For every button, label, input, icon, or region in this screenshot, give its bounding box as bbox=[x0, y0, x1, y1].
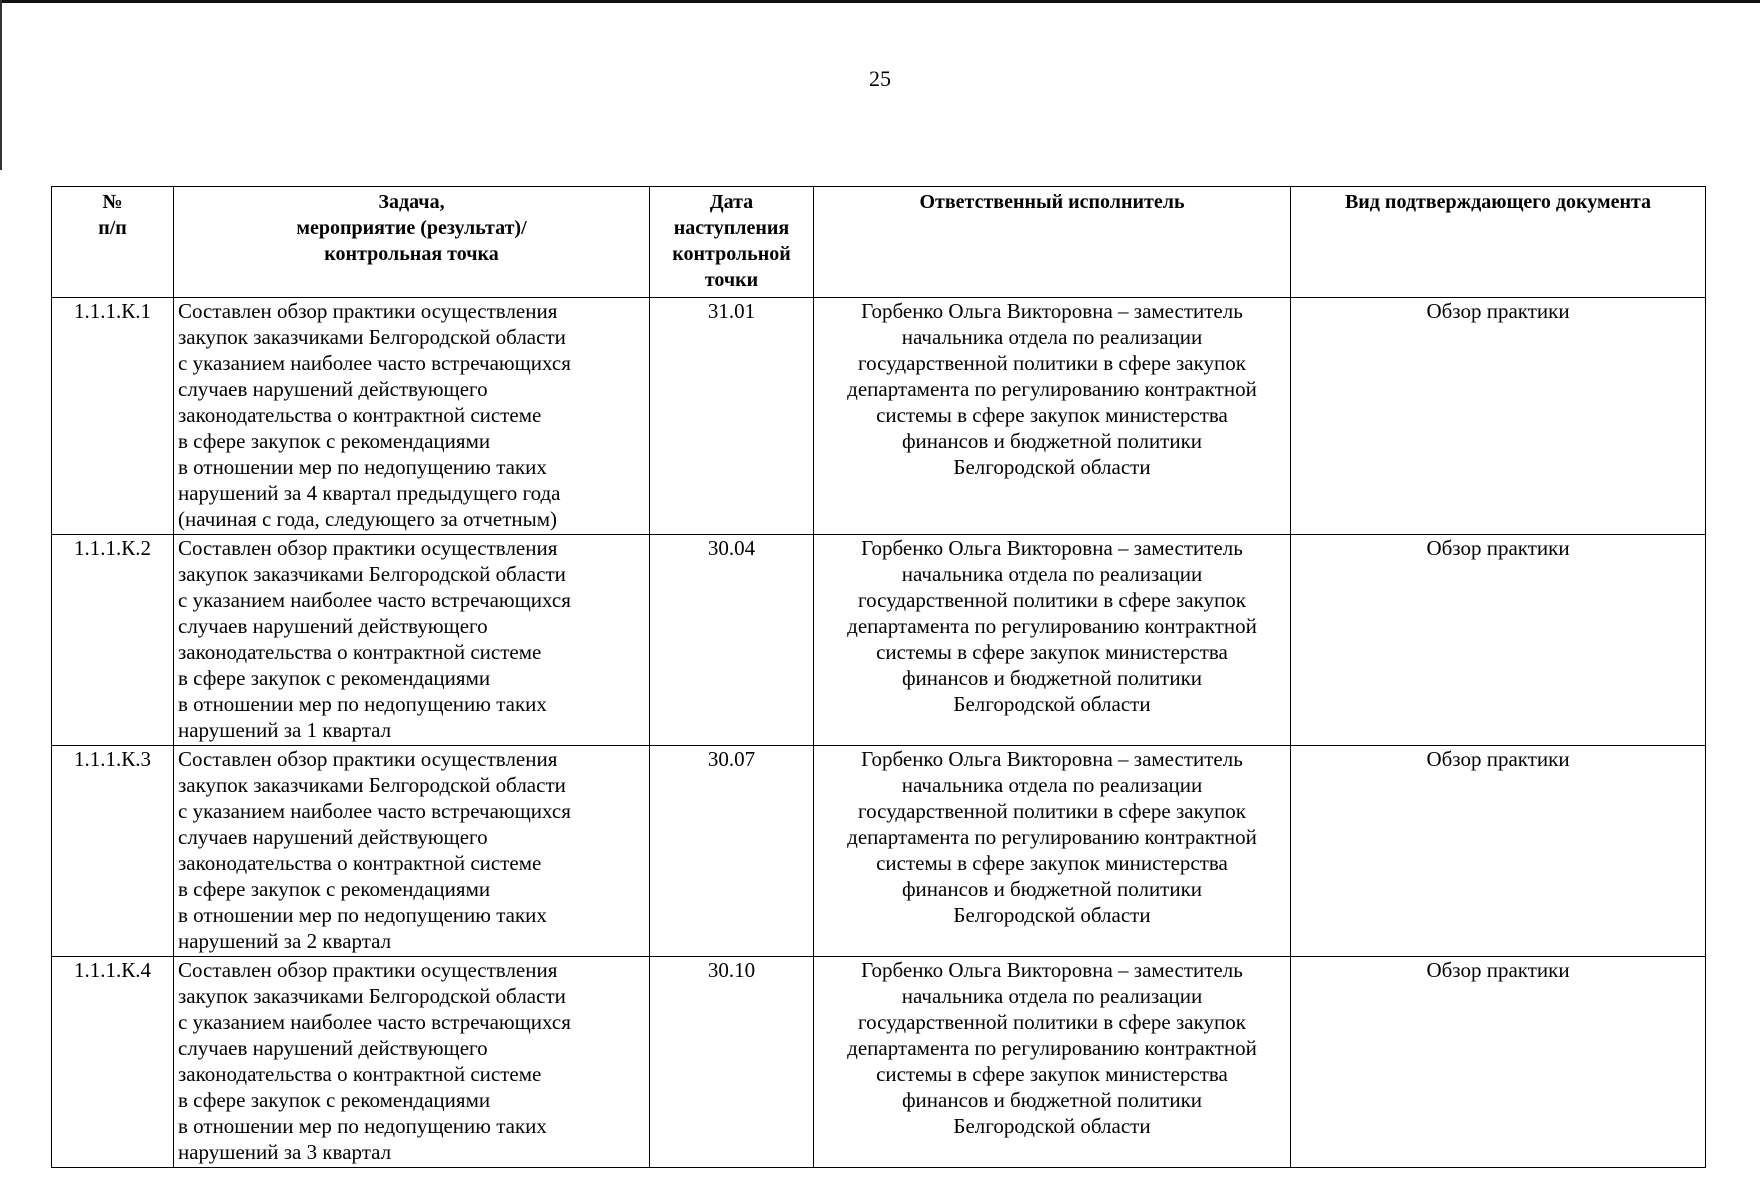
table-row bbox=[52, 298, 1706, 535]
row-responsible-text: Горбенко Ольга Викторовна – заместитель начальника отдела по реализации государственной политики в сфере закупок департамента по регулированию контрактной системы в сфере закупок министерства финансов и бюджетной политики Белгородской области bbox=[847, 958, 1257, 1138]
row-date: 30.10 bbox=[650, 957, 814, 1168]
row-task bbox=[174, 957, 650, 1168]
row-task bbox=[174, 746, 650, 957]
header-task-label: Задача, мероприятие (результат)/ контрольная точка bbox=[296, 191, 527, 265]
row-number: 1.1.1.К.2 bbox=[52, 535, 174, 746]
row-date: 31.01 bbox=[650, 298, 814, 535]
row-responsible bbox=[814, 298, 1291, 535]
row-document: Обзор практики bbox=[1291, 746, 1706, 957]
scan-edge-top bbox=[0, 0, 1760, 3]
header-date-label: Дата наступления контрольной точки bbox=[672, 191, 791, 291]
row-responsible-text: Горбенко Ольга Викторовна – заместитель начальника отдела по реализации государственной политики в сфере закупок департамента по регулированию контрактной системы в сфере закупок министерства финансов и бюджетной политики Белгородской области bbox=[847, 536, 1257, 716]
row-number: 1.1.1.К.4 bbox=[52, 957, 174, 1168]
table-header-row bbox=[52, 187, 1706, 298]
header-document-label: Вид подтверждающего документа bbox=[1344, 191, 1652, 213]
row-responsible-text: Горбенко Ольга Викторовна – заместитель начальника отдела по реализации государственной политики в сфере закупок департамента по регулированию контрактной системы в сфере закупок министерства финансов и бюджетной политики Белгородской области bbox=[847, 299, 1257, 479]
row-task-text: Составлен обзор практики осуществления закупок заказчиками Белгородской области с указанием наиболее часто встречающихся случаев нарушений действующего законодательства о контрактной системе в сфере закупок с рекомендациями в отношении мер по недопущению таких нарушений за 1 квартал bbox=[178, 536, 571, 742]
row-task-text: Составлен обзор практики осуществления закупок заказчиками Белгородской области с указанием наиболее часто встречающихся случаев нарушений действующего законодательства о контрактной системе в сфере закупок с рекомендациями в отношении мер по недопущению таких нарушений за 4 квартал предыдущего года (начиная с года, следующего за отчетным) bbox=[178, 299, 571, 531]
header-responsible bbox=[814, 187, 1291, 298]
row-number: 1.1.1.К.1 bbox=[52, 298, 174, 535]
row-document: Обзор практики bbox=[1291, 535, 1706, 746]
row-task-text: Составлен обзор практики осуществления закупок заказчиками Белгородской области с указанием наиболее часто встречающихся случаев нарушений действующего законодательства о контрактной системе в сфере закупок с рекомендациями в отношении мер по недопущению таких нарушений за 2 квартал bbox=[178, 747, 571, 953]
row-date: 30.07 bbox=[650, 746, 814, 957]
row-responsible bbox=[814, 746, 1291, 957]
row-responsible bbox=[814, 957, 1291, 1168]
table-row bbox=[52, 535, 1706, 746]
header-task bbox=[174, 187, 650, 298]
row-task-text: Составлен обзор практики осуществления закупок заказчиками Белгородской области с указанием наиболее часто встречающихся случаев нарушений действующего законодательства о контрактной системе в сфере закупок с рекомендациями в отношении мер по недопущению таких нарушений за 3 квартал bbox=[178, 958, 571, 1164]
row-responsible bbox=[814, 535, 1291, 746]
table-row bbox=[52, 746, 1706, 957]
row-task bbox=[174, 535, 650, 746]
row-document: Обзор практики bbox=[1291, 957, 1706, 1168]
header-date bbox=[650, 187, 814, 298]
row-task bbox=[174, 298, 650, 535]
page-number: 25 bbox=[869, 66, 891, 91]
table-row bbox=[52, 957, 1706, 1168]
header-document bbox=[1291, 187, 1706, 298]
control-points-table bbox=[51, 186, 1706, 1168]
row-document: Обзор практики bbox=[1291, 298, 1706, 535]
header-responsible-label: Ответственный исполнитель bbox=[919, 191, 1185, 213]
row-responsible-text: Горбенко Ольга Викторовна – заместитель начальника отдела по реализации государственной политики в сфере закупок департамента по регулированию контрактной системы в сфере закупок министерства финансов и бюджетной политики Белгородской области bbox=[847, 747, 1257, 927]
row-number: 1.1.1.К.3 bbox=[52, 746, 174, 957]
header-number-label: № п/п bbox=[98, 191, 127, 239]
row-date: 30.04 bbox=[650, 535, 814, 746]
header-number bbox=[52, 187, 174, 298]
